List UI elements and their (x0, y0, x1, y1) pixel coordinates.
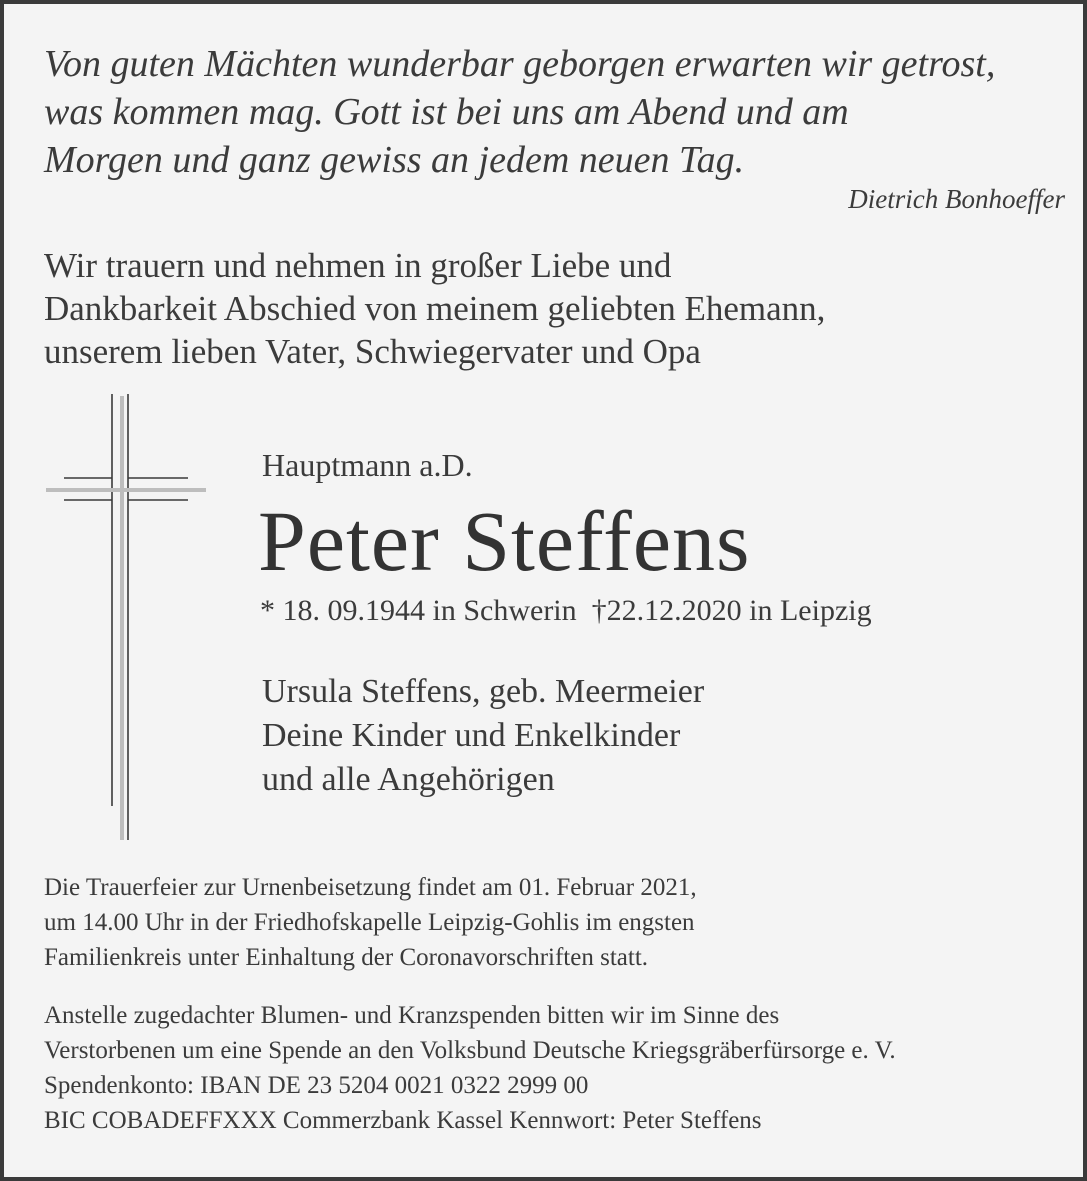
intro-text (44, 244, 825, 373)
quote-line: Morgen und ganz gewiss an jedem neuen Tag. (44, 139, 745, 181)
mourner: und alle Angehörigen (262, 761, 555, 798)
deceased-name: Peter Steffens (258, 493, 751, 589)
donation-line: Anstelle zugedachter Blumen- und Kranzspenden bitten wir im Sinne des (44, 1002, 780, 1029)
bonhoeffer-quote (44, 40, 995, 184)
funeral-line: um 14.00 Uhr in der Friedhofskapelle Leipzig-Gohlis im engsten (44, 909, 695, 936)
intro-line: Dankbarkeit Abschied von meinem geliebten Ehemann, (44, 289, 826, 328)
funeral-line: Familienkreis unter Einhaltung der Coronavorschriften statt. (44, 944, 649, 971)
donation-info (44, 998, 896, 1138)
mourners-list (262, 670, 704, 802)
birth-date: * 18. 09.1944 in Schwerin (260, 594, 577, 627)
cross-icon (44, 394, 208, 846)
donation-line: Verstorbenen um eine Spende an den Volksbund Deutsche Kriegsgräberfürsorge e. V. (44, 1037, 896, 1064)
intro-line: unserem lieben Vater, Schwiegervater und Opa (44, 332, 701, 371)
donation-line: BIC COBADEFFXXX Commerzbank Kassel Kennwort: Peter Steffens (44, 1107, 762, 1134)
quote-line: was kommen mag. Gott ist bei uns am Abend und am (44, 91, 849, 133)
quote-author: Dietrich Bonhoeffer (848, 184, 1065, 214)
donation-line: Spendenkonto: IBAN DE 23 5204 0021 0322 2999 00 (44, 1072, 589, 1099)
funeral-line: Die Trauerfeier zur Urnenbeisetzung findet am 01. Februar 2021, (44, 874, 697, 901)
mourner: Deine Kinder und Enkelkinder (262, 717, 681, 754)
intro-line: Wir trauern und nehmen in großer Liebe und (44, 246, 672, 285)
quote-line: Von guten Mächten wunderbar geborgen erwarten wir getrost, (44, 43, 996, 85)
death-date: †22.12.2020 in Leipzig (591, 594, 872, 627)
funeral-info (44, 870, 697, 975)
mourner: Ursula Steffens, geb. Meermeier (262, 673, 705, 710)
life-dates (260, 594, 872, 628)
deceased-rank: Hauptmann a.D. (262, 447, 473, 483)
